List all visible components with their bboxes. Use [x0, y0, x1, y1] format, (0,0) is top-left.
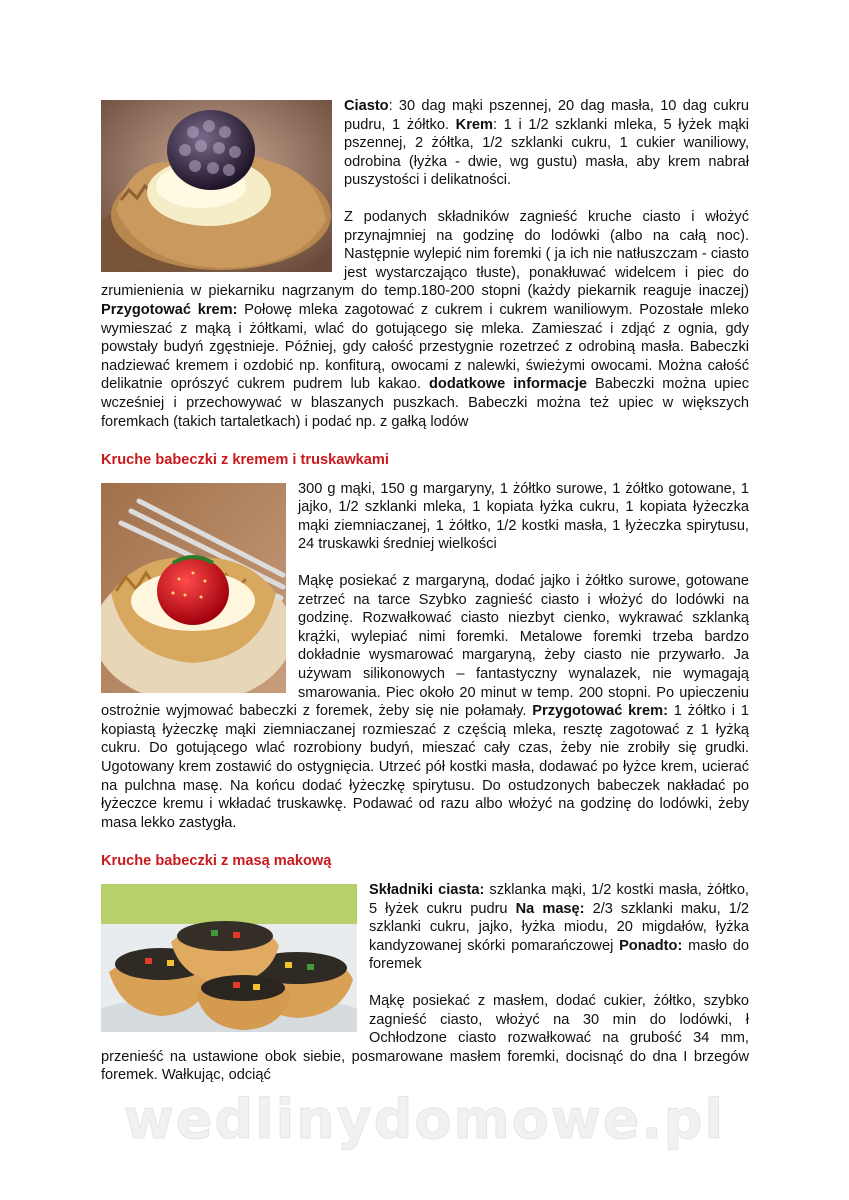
method-text: Połowę mleka zagotować z cukrem i cukrem waniliowym. Pozostałe mleko wymieszać z mąką i żółtkami, wlać do gotującego się mleka. Zamieszać i zdjąć z ognia, gdy powstały budyń zgęstnieje. Później, gdy całość przestygnie rozetrzeć z odrobiną masła. Babeczki nadziewać kremem i ozdobić np. konfiturą, owocami z nalewki, świeżymi owocami. Można całość delikatnie oprószyć cukrem pudrem lub kakao. — [101, 301, 749, 393]
tartlet-strawberry-photo — [101, 483, 286, 693]
method-text: Mąkę posiekać z margaryną, dodać jajko i żółtko surowe, gotowane zetrzeć na tarce Szybko zagnieść ciasto i włożyć do lodówki na godzinę. Rozwałkować ciasto niezbyt cienko, wykrawać szklanką krążki, wylepiać nimi foremki. Metalowe foremki trzeba bardzo dokładnie wysmarować margaryną, żeby ciasto nie przywarło. Ja używam silikonowych – fantastyczny wynalazek, nie wymagają smarowania. Piec około 20 minut w temp. 200 stopni. Po upieczeniu ostrożnie wyjmować babeczki z foremek, żeby się nie połamały. — [101, 573, 749, 720]
section2-title: Kruche babeczki z kremem i truskawkami — [101, 452, 389, 469]
method-label: Przygotować krem: — [101, 301, 238, 318]
ingredient-text: : 30 dag mąki pszennej, 20 dag masła, 10 dag cukru pudru, 1 żółtko. — [344, 98, 749, 133]
ingredient-label: Ciasto — [344, 98, 389, 114]
method-text: 1 żółtko i 1 kopiastą łyżeczkę mąki ziemniaczanej rozmieszać z częścią mleka, resztę zagotować z 1 łyżką cukru. Do gotującego wlać rozrobiony budyń, mieszać cały czas, żeby nie zrobiły się grudki. Ugotowany krem zostawić do ostygnięcia. Utrzeć pół kostki masła, dodawać po łyżce krem, ucierać na pulchna masę. Na końcu dodać łyżeczkę spirytusu. Do ostudzonych babeczek nakładać po łyżeczce kremu i wkładać truskawkę. Podawać od razu albo włożyć na godzinę do lodówki, żeby masa lekko zastygła. — [101, 703, 749, 831]
ingredient-text: masło do foremek — [369, 937, 749, 973]
ingredient-label: Składniki ciasta: — [369, 881, 485, 898]
method-text: Babeczki można upiec wcześniej i przechowywać w blaszanych puszkach. Babeczki można też upiec w większych foremkach (takich tartaletkach) i podać np. z gałką lodów — [101, 376, 749, 430]
tartlet-poppyseed-photo — [101, 884, 357, 1032]
method-label: dodatkowe informacje — [428, 376, 588, 393]
section3-title: Kruche babeczki z masą makową — [101, 853, 332, 870]
ingredient-text: szklanka mąki, 1/2 kostki masła, żółtko, 5 łyżek cukru pudru — [369, 881, 749, 917]
recipe-content — [101, 97, 749, 1085]
ingredient-text: 2/3 szklanki maku, 1/2 szklanki cukru, jajko, łyżka miodu, 20 migdałów, łyżka kandyzowanej skórki pomarańczowej — [369, 900, 749, 954]
section3-method: Mąkę posiekać z masłem, dodać cukier, żółtko, szybko zagnieść ciasto, włożyć na 30 min do lodówki, ł Ochłodzone ciasto rozwałkować na grubość 34 mm, przenieść na ustawione obok siebie, posmarowane masłem foremki, docisnąć do dna I brzegów foremek. Wałkując, odciąć — [101, 992, 749, 1084]
method-text: Z podanych składników zagnieść kruche ciasto i włożyć przynajmniej na godzinę do lodówki (albo na całą noc). Następnie wylepić nim foremki ( ja ich nie natłuszczam - ciasto jest wystarczająco tłuste), ponakłuwać widelcem i piec do zrumienienia w piekarniku nagrzanym do temp.180-200 stopni (każdy piekarnik reaguje inaczej) — [101, 208, 749, 300]
ingredient-label: Krem — [455, 116, 493, 133]
tartlet-blackberry-photo — [101, 100, 332, 272]
method-label: Przygotować krem: — [532, 703, 668, 720]
section2-ingredients: 300 g mąki, 150 g margaryny, 1 żółtko surowe, 1 żółtko gotowane, 1 jajko, 1/2 szklanki mleka, 1 kopiata łyżka cukru, 1 kopiata łyżeczka mąki ziemniaczanej, 1 żółtko, 1/2 kostki masła, 1 łyżeczka spirytusu, 24 truskawki średniej wielkości — [298, 480, 749, 553]
ingredient-label: Na masę: — [515, 900, 585, 917]
ingredient-text: : 1 i 1/2 szklanki mleka, 5 łyżek mąki pszennej, 2 żółtka, 1/2 szklanki cukru, 1 cukier waniliowy, odrobina (łyżka - dwie, wg gustu) masła, aby krem nabrał puszystości i delikatności. — [344, 116, 750, 189]
site-watermark: wedlinydomowe.pl — [123, 1088, 726, 1151]
ingredient-label: Ponadto: — [619, 937, 683, 954]
